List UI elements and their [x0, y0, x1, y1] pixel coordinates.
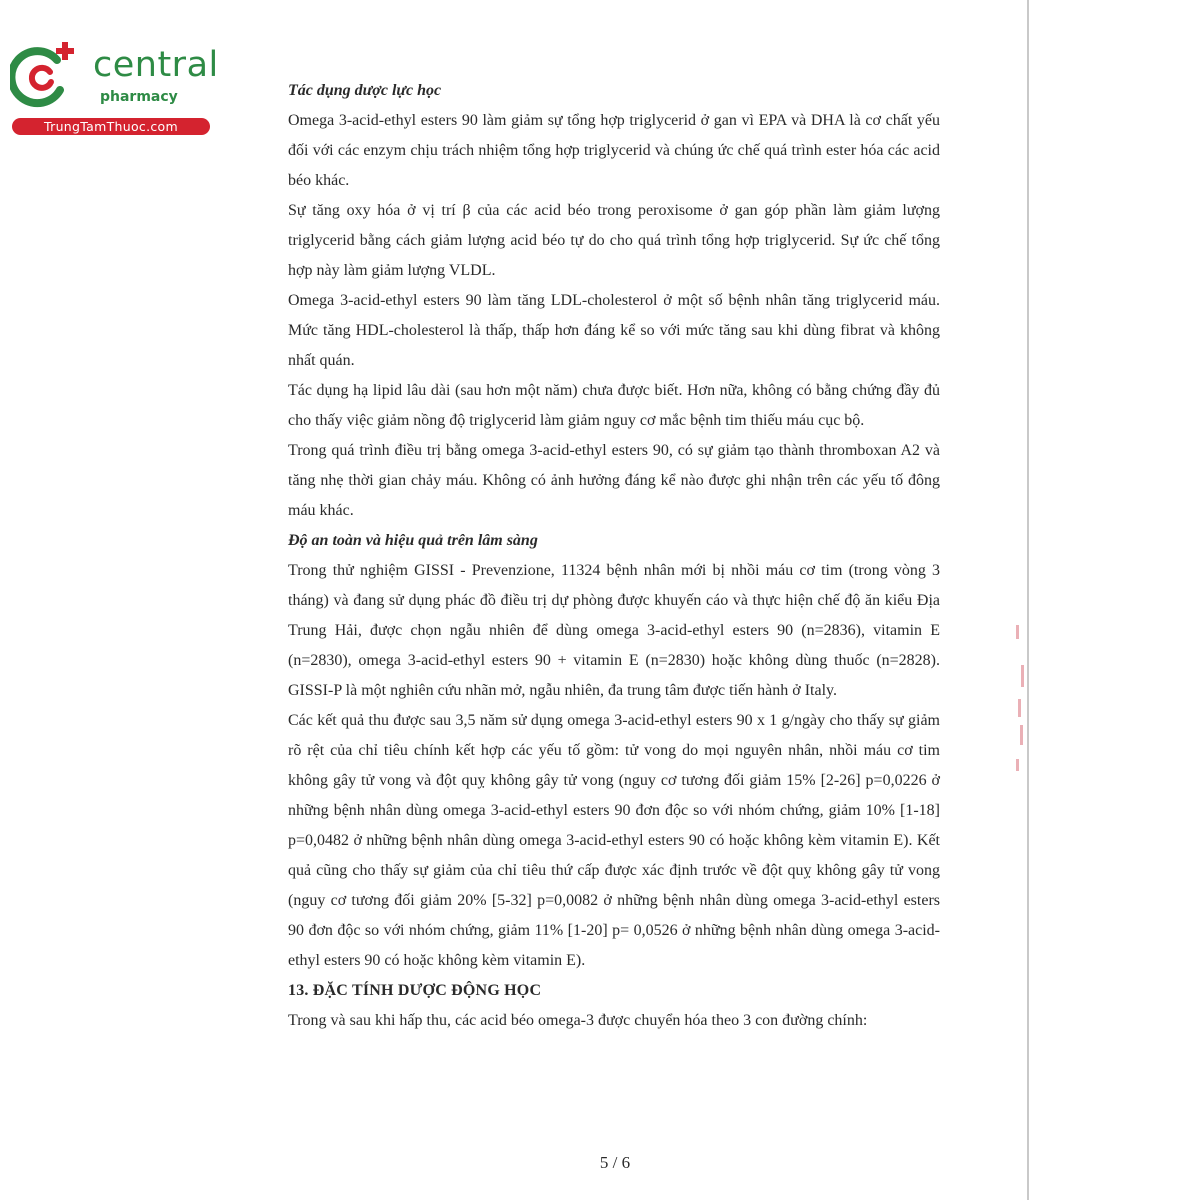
paragraph: Trong thử nghiệm GISSI - Prevenzione, 11324 bệnh nhân mới bị nhồi máu cơ tim (trong vòng 3 tháng) và đang sử dụng phác đồ điều trị dự phòng được khuyến cáo và thực hiện chế độ ăn kiểu Địa Trung Hải, được chọn ngẫu nhiên để dùng omega 3-acid-ethyl esters 90 (n=2836), vitamin E (n=2830), omega 3-acid-ethyl esters 90 + vitamin E (n=2830) hoặc không dùng thuốc (n=2828). GISSI-P là một nghiên cứu nhãn mở, ngẫu nhiên, đa trung tâm được tiến hành ở Italy.	[288, 562, 940, 699]
page-number: 5 / 6	[599, 1153, 631, 1172]
paragraph: Tác dụng hạ lipid lâu dài (sau hơn một năm) chưa được biết. Hơn nữa, không có bằng chứng đầy đủ cho thấy việc giảm nồng độ triglycerid làm giảm nguy cơ mắc bệnh tim thiếu máu cục bộ.	[288, 382, 940, 429]
heading-pharmacokinetics: 13. ĐẶC TÍNH DƯỢC ĐỘNG HỌC	[288, 982, 542, 999]
document-body	[288, 76, 940, 1036]
paragraph: Trong và sau khi hấp thu, các acid béo omega-3 được chuyển hóa theo 3 con đường chính:	[288, 1012, 868, 1029]
logo-subtitle: pharmacy	[100, 89, 178, 105]
paragraph: Omega 3-acid-ethyl esters 90 làm giảm sự tổng hợp triglycerid ở gan vì EPA và DHA là cơ chất yếu đối với các enzym chịu trách nhiệm tổng hợp triglycerid và chúng ức chế quá trình ester hóa các acid béo khác.	[288, 112, 940, 189]
logo-url-badge: TrungTamThuoc.com	[12, 118, 210, 135]
stamp-marks	[1016, 625, 1030, 775]
paragraph: Omega 3-acid-ethyl esters 90 làm tăng LDL-cholesterol ở một số bệnh nhân tăng triglycerid máu. Mức tăng HDL-cholesterol là thấp, thấp hơn đáng kể so với mức tăng sau khi dùng fibrat và không nhất quán.	[288, 292, 940, 369]
heading-clinical-safety: Độ an toàn và hiệu quả trên lâm sàng	[288, 532, 538, 549]
heading-pharmacodynamics: Tác dụng dược lực học	[288, 82, 442, 99]
paragraph: Trong quá trình điều trị bằng omega 3-acid-ethyl esters 90, có sự giảm tạo thành thromboxan A2 và tăng nhẹ thời gian chảy máu. Không có ảnh hưởng đáng kể nào được ghi nhận trên các yếu tố đông máu khác.	[288, 442, 940, 519]
pharmacy-cross-logo-icon	[10, 38, 80, 108]
paragraph: Các kết quả thu được sau 3,5 năm sử dụng omega 3-acid-ethyl esters 90 x 1 g/ngày cho thấy sự giảm rõ rệt của chỉ tiêu chính kết hợp các yếu tố gồm: tử vong do mọi nguyên nhân, nhồi máu cơ tim không gây tử vong và đột quỵ không gây tử vong (nguy cơ tương đối giảm 15% [2-26] p=0,0226 ở những bệnh nhân dùng omega 3-acid-ethyl esters 90 đơn độc so với nhóm chứng, giảm 10% [1-18] p=0,0482 ở những bệnh nhân dùng omega 3-acid-ethyl esters 90 có hoặc không kèm vitamin E). Kết quả cũng cho thấy sự giảm của chỉ tiêu thứ cấp được xác định trước về đột quỵ không gây tử vong (nguy cơ tương đối giảm 20% [5-32] p=0,0082 ở những bệnh nhân dùng omega 3-acid-ethyl esters 90 đơn độc so với nhóm chứng, giảm 11% [1-20] p= 0,0526 ở những bệnh nhân dùng omega 3-acid-ethyl esters 90 có hoặc không kèm vitamin E).	[288, 712, 940, 969]
page-edge-line	[1027, 0, 1029, 1200]
central-pharmacy-logo	[10, 38, 219, 138]
logo-name: central	[93, 45, 219, 85]
paragraph: Sự tăng oxy hóa ở vị trí β của các acid béo trong peroxisome ở gan góp phần làm giảm lượng triglycerid bằng cách giảm lượng acid béo tự do cho quá trình tổng hợp triglycerid. Sự ức chế tổng hợp này làm giảm lượng VLDL.	[288, 202, 940, 279]
